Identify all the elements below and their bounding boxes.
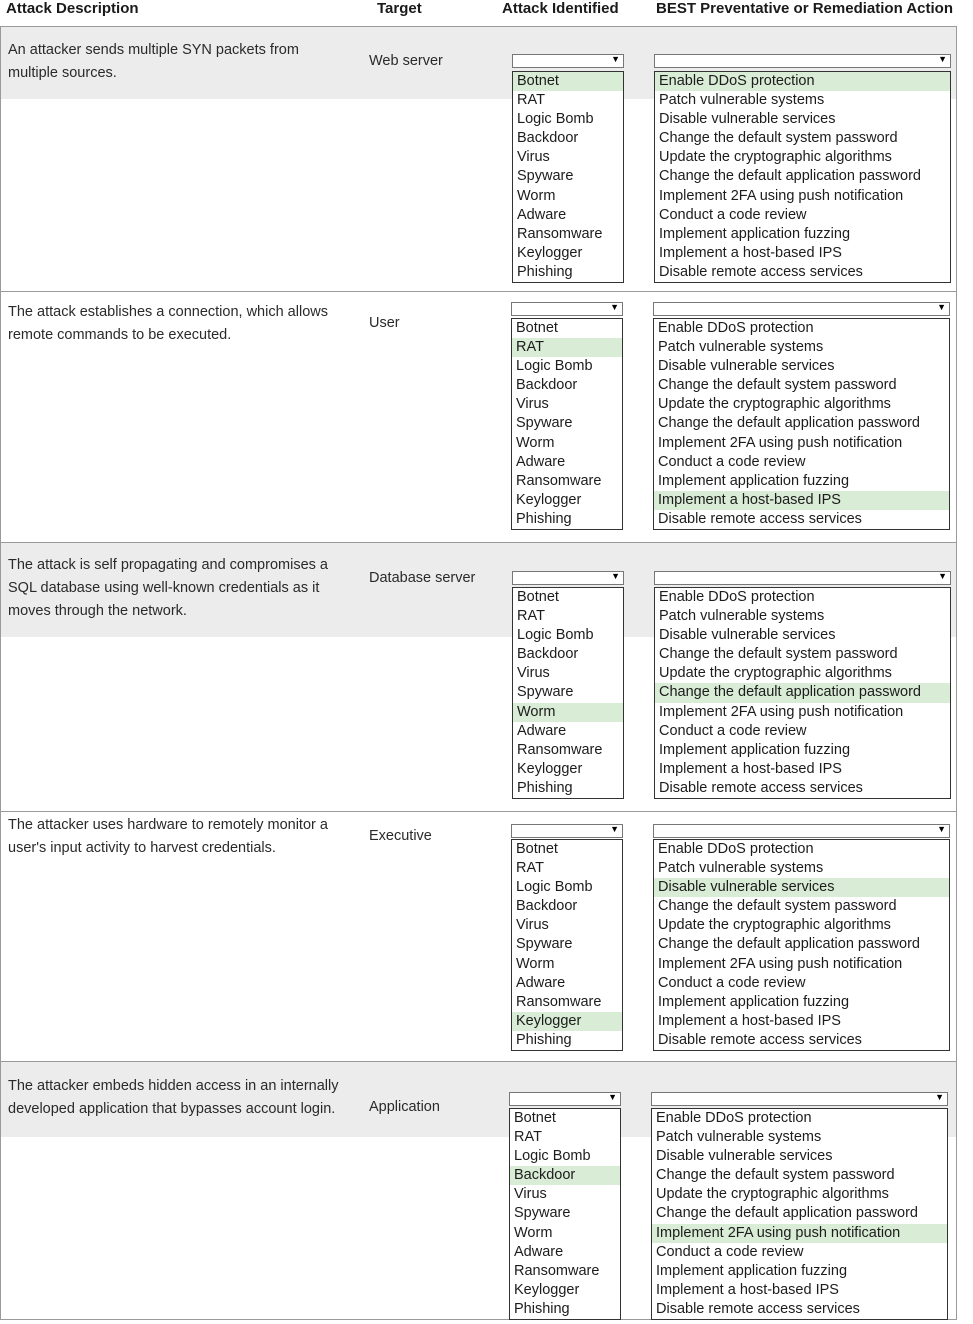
remediation-option-implement-2fa-using-push-notification[interactable]: Implement 2FA using push notification [659, 703, 904, 720]
attack-option-keylogger[interactable]: Keylogger [514, 1281, 580, 1298]
remediation-action-dropdown[interactable] [651, 1092, 948, 1106]
attack-option-logic-bomb[interactable]: Logic Bomb [517, 627, 594, 644]
remediation-option-implement-application-fuzzing[interactable]: Implement application fuzzing [658, 472, 850, 489]
attack-identified-listbox[interactable] [512, 71, 624, 283]
attack-option-botnet[interactable]: Botnet [516, 841, 558, 857]
dropdown-arrow-icon: ▼ [608, 1092, 617, 1102]
header-attack-identified: Attack Identified [502, 0, 619, 17]
remediation-option-update-the-cryptographic-algorithms[interactable]: Update the cryptographic algorithms [656, 1186, 889, 1203]
remediation-option-patch-vulnerable-systems[interactable]: Patch vulnerable systems [658, 339, 824, 356]
attack-option-spyware[interactable]: Spyware [517, 684, 574, 701]
attack-option-ransomware[interactable]: Ransomware [517, 225, 603, 242]
attack-option-logic-bomb[interactable]: Logic Bomb [516, 358, 593, 375]
remediation-option-patch-vulnerable-systems[interactable]: Patch vulnerable systems [658, 860, 824, 877]
dropdown-arrow-icon: ▼ [610, 824, 619, 834]
attack-target: Web server [369, 53, 443, 69]
remediation-option-conduct-a-code-review[interactable]: Conduct a code review [658, 974, 806, 991]
remediation-option-disable-remote-access-services[interactable]: Disable remote access services [659, 263, 863, 280]
remediation-option-update-the-cryptographic-algorithms[interactable]: Update the cryptographic algorithms [659, 665, 892, 682]
remediation-option-conduct-a-code-review[interactable]: Conduct a code review [659, 206, 807, 223]
attack-identified-listbox[interactable] [511, 839, 623, 1051]
attack-option-virus[interactable]: Virus [517, 665, 550, 682]
attack-option-phishing[interactable]: Phishing [517, 779, 573, 796]
attack-option-virus[interactable]: Virus [517, 149, 550, 166]
attack-option-worm[interactable]: Worm [516, 434, 555, 451]
attack-option-keylogger[interactable]: Keylogger [517, 760, 583, 777]
attack-option-keylogger[interactable]: Keylogger [512, 1012, 622, 1031]
table-row [1, 543, 956, 812]
attack-identified-dropdown[interactable] [511, 302, 623, 316]
attack-option-rat[interactable]: RAT [517, 92, 545, 109]
remediation-action-listbox[interactable] [654, 587, 951, 799]
table-row [1, 292, 956, 543]
attack-option-ransomware[interactable]: Ransomware [516, 472, 602, 489]
attack-identified-dropdown[interactable] [512, 54, 624, 68]
attack-option-adware[interactable]: Adware [517, 722, 567, 739]
attack-description: The attacker uses hardware to remotely monitor a user's input activity to harvest credentials. [8, 817, 328, 856]
attack-option-worm[interactable]: Worm [516, 955, 555, 972]
remediation-option-change-the-default-application-password[interactable]: Change the default application password [656, 1205, 918, 1222]
remediation-option-disable-vulnerable-services[interactable]: Disable vulnerable services [659, 627, 836, 644]
attack-option-worm[interactable]: Worm [514, 1224, 553, 1241]
attack-option-ransomware[interactable]: Ransomware [516, 993, 602, 1010]
attack-option-rat[interactable]: RAT [517, 608, 545, 625]
attack-option-virus[interactable]: Virus [514, 1186, 547, 1203]
remediation-option-disable-vulnerable-services[interactable]: Disable vulnerable services [654, 878, 949, 897]
remediation-option-patch-vulnerable-systems[interactable]: Patch vulnerable systems [659, 92, 825, 109]
remediation-option-change-the-default-system-password[interactable]: Change the default system password [658, 898, 897, 915]
attack-option-botnet[interactable]: Botnet [517, 589, 559, 605]
attack-description: An attacker sends multiple SYN packets from multiple sources. [8, 42, 299, 81]
remediation-option-enable-ddos-protection[interactable]: Enable DDoS protection [656, 1110, 812, 1126]
remediation-action-listbox[interactable] [651, 1108, 948, 1320]
remediation-option-implement-2fa-using-push-notification[interactable]: Implement 2FA using push notification [659, 187, 904, 204]
attack-option-virus[interactable]: Virus [516, 917, 549, 934]
table-row [1, 1062, 956, 1319]
dropdown-arrow-icon: ▼ [935, 1092, 944, 1102]
attack-option-backdoor[interactable]: Backdoor [517, 646, 579, 663]
remediation-option-implement-a-host-based-ips[interactable]: Implement a host-based IPS [654, 491, 949, 510]
attack-option-spyware[interactable]: Spyware [516, 415, 573, 432]
attack-option-phishing[interactable]: Phishing [516, 510, 572, 527]
header-target: Target [377, 0, 422, 17]
attack-option-rat[interactable]: RAT [512, 338, 622, 357]
dropdown-arrow-icon: ▼ [938, 54, 947, 64]
remediation-option-implement-application-fuzzing[interactable]: Implement application fuzzing [658, 993, 850, 1010]
attack-option-backdoor[interactable]: Backdoor [516, 377, 578, 394]
attack-description: The attacker embeds hidden access in an internally developed application that bypasses account login. [8, 1078, 339, 1117]
remediation-option-implement-a-host-based-ips[interactable]: Implement a host-based IPS [658, 1012, 841, 1029]
attack-identified-dropdown[interactable] [512, 571, 624, 585]
remediation-option-implement-application-fuzzing[interactable]: Implement application fuzzing [659, 225, 851, 242]
remediation-option-implement-2fa-using-push-notification[interactable]: Implement 2FA using push notification [652, 1224, 947, 1243]
attack-option-adware[interactable]: Adware [516, 974, 566, 991]
remediation-option-implement-a-host-based-ips[interactable]: Implement a host-based IPS [656, 1281, 839, 1298]
remediation-option-disable-remote-access-services[interactable]: Disable remote access services [658, 510, 862, 527]
table-row [1, 27, 956, 292]
attack-option-worm[interactable]: Worm [513, 703, 623, 722]
attack-option-logic-bomb[interactable]: Logic Bomb [514, 1148, 591, 1165]
remediation-option-implement-a-host-based-ips[interactable]: Implement a host-based IPS [659, 760, 842, 777]
remediation-option-implement-2fa-using-push-notification[interactable]: Implement 2FA using push notification [658, 434, 903, 451]
remediation-action-dropdown[interactable] [653, 824, 950, 838]
remediation-option-change-the-default-application-password[interactable]: Change the default application password [658, 936, 920, 953]
remediation-option-change-the-default-application-password[interactable]: Change the default application password [659, 168, 921, 185]
attack-option-adware[interactable]: Adware [516, 453, 566, 470]
attack-identified-listbox[interactable] [511, 318, 623, 530]
remediation-option-update-the-cryptographic-algorithms[interactable]: Update the cryptographic algorithms [659, 149, 892, 166]
attack-option-keylogger[interactable]: Keylogger [516, 491, 582, 508]
remediation-action-dropdown[interactable] [653, 302, 950, 316]
dropdown-arrow-icon: ▼ [937, 302, 946, 312]
remediation-option-implement-application-fuzzing[interactable]: Implement application fuzzing [656, 1262, 848, 1279]
attack-option-spyware[interactable]: Spyware [516, 936, 573, 953]
attack-option-phishing[interactable]: Phishing [514, 1300, 570, 1317]
attack-option-logic-bomb[interactable]: Logic Bomb [516, 879, 593, 896]
remediation-option-change-the-default-system-password[interactable]: Change the default system password [659, 130, 898, 147]
remediation-option-conduct-a-code-review[interactable]: Conduct a code review [659, 722, 807, 739]
attack-option-adware[interactable]: Adware [514, 1243, 564, 1260]
remediation-action-dropdown[interactable] [654, 571, 951, 585]
attack-option-rat[interactable]: RAT [514, 1129, 542, 1146]
dropdown-arrow-icon: ▼ [937, 824, 946, 834]
remediation-action-dropdown[interactable] [654, 54, 951, 68]
attack-target: Executive [369, 828, 432, 844]
remediation-option-enable-ddos-protection[interactable]: Enable DDoS protection [658, 841, 814, 857]
remediation-option-change-the-default-application-password[interactable]: Change the default application password [658, 415, 920, 432]
remediation-option-change-the-default-application-password[interactable]: Change the default application password [655, 683, 950, 702]
remediation-option-conduct-a-code-review[interactable]: Conduct a code review [658, 453, 806, 470]
attack-option-logic-bomb[interactable]: Logic Bomb [517, 111, 594, 128]
header-attack-description: Attack Description [6, 0, 139, 17]
attack-option-keylogger[interactable]: Keylogger [517, 244, 583, 261]
remediation-action-listbox[interactable] [654, 71, 951, 283]
remediation-option-patch-vulnerable-systems[interactable]: Patch vulnerable systems [659, 608, 825, 625]
attack-option-phishing[interactable]: Phishing [516, 1031, 572, 1048]
remediation-option-update-the-cryptographic-algorithms[interactable]: Update the cryptographic algorithms [658, 917, 891, 934]
attack-description: The attack is self propagating and compromises a SQL database using well-known credentials as it moves through the network. [8, 557, 328, 619]
attack-target: Application [369, 1099, 440, 1115]
attack-option-backdoor[interactable]: Backdoor [516, 898, 578, 915]
table-row [1, 812, 956, 1062]
remediation-option-disable-remote-access-services[interactable]: Disable remote access services [659, 779, 863, 796]
table-header [0, 0, 973, 22]
attack-target: User [369, 315, 400, 331]
attack-option-ransomware[interactable]: Ransomware [517, 741, 603, 758]
remediation-option-disable-vulnerable-services[interactable]: Disable vulnerable services [659, 111, 836, 128]
remediation-option-implement-application-fuzzing[interactable]: Implement application fuzzing [659, 741, 851, 758]
dropdown-arrow-icon: ▼ [610, 302, 619, 312]
remediation-option-implement-a-host-based-ips[interactable]: Implement a host-based IPS [659, 244, 842, 261]
remediation-option-conduct-a-code-review[interactable]: Conduct a code review [656, 1243, 804, 1260]
attack-option-rat[interactable]: RAT [516, 860, 544, 877]
remediation-option-change-the-default-system-password[interactable]: Change the default system password [658, 377, 897, 394]
attack-option-spyware[interactable]: Spyware [514, 1205, 571, 1222]
remediation-option-change-the-default-system-password[interactable]: Change the default system password [659, 646, 898, 663]
remediation-action-listbox[interactable] [653, 318, 950, 530]
remediation-option-enable-ddos-protection[interactable]: Enable DDoS protection [659, 589, 815, 605]
remediation-option-disable-vulnerable-services[interactable]: Disable vulnerable services [658, 358, 835, 375]
dropdown-arrow-icon: ▼ [611, 54, 620, 64]
attack-identified-listbox[interactable] [512, 587, 624, 799]
attack-identified-listbox[interactable] [509, 1108, 621, 1320]
attack-description: The attack establishes a connection, which allows remote commands to be executed. [8, 304, 328, 343]
attack-option-worm[interactable]: Worm [517, 187, 556, 204]
attack-identified-dropdown[interactable] [511, 824, 623, 838]
remediation-option-disable-vulnerable-services[interactable]: Disable vulnerable services [656, 1148, 833, 1165]
attack-option-adware[interactable]: Adware [517, 206, 567, 223]
header-remediation-action: BEST Preventative or Remediation Action [656, 0, 954, 17]
remediation-option-update-the-cryptographic-algorithms[interactable]: Update the cryptographic algorithms [658, 396, 891, 413]
remediation-option-enable-ddos-protection[interactable]: Enable DDoS protection [658, 320, 814, 336]
attack-option-virus[interactable]: Virus [516, 396, 549, 413]
attack-option-botnet[interactable]: Botnet [516, 320, 558, 336]
dropdown-arrow-icon: ▼ [938, 571, 947, 581]
attack-option-spyware[interactable]: Spyware [517, 168, 574, 185]
remediation-option-change-the-default-system-password[interactable]: Change the default system password [656, 1167, 895, 1184]
remediation-option-patch-vulnerable-systems[interactable]: Patch vulnerable systems [656, 1129, 822, 1146]
remediation-action-listbox[interactable] [653, 839, 950, 1051]
attack-target: Database server [369, 570, 476, 586]
attack-option-backdoor[interactable]: Backdoor [510, 1166, 620, 1185]
remediation-option-disable-remote-access-services[interactable]: Disable remote access services [658, 1031, 862, 1048]
attack-identified-dropdown[interactable] [509, 1092, 621, 1106]
attack-option-phishing[interactable]: Phishing [517, 263, 573, 280]
dropdown-arrow-icon: ▼ [611, 571, 620, 581]
attack-option-ransomware[interactable]: Ransomware [514, 1262, 600, 1279]
remediation-option-implement-2fa-using-push-notification[interactable]: Implement 2FA using push notification [658, 955, 903, 972]
remediation-option-enable-ddos-protection[interactable]: Enable DDoS protection [655, 72, 950, 91]
attack-option-botnet[interactable]: Botnet [514, 1110, 556, 1126]
attack-option-botnet[interactable]: Botnet [513, 72, 623, 91]
attack-table [0, 26, 957, 1320]
attack-option-backdoor[interactable]: Backdoor [517, 130, 579, 147]
remediation-option-disable-remote-access-services[interactable]: Disable remote access services [656, 1300, 860, 1317]
